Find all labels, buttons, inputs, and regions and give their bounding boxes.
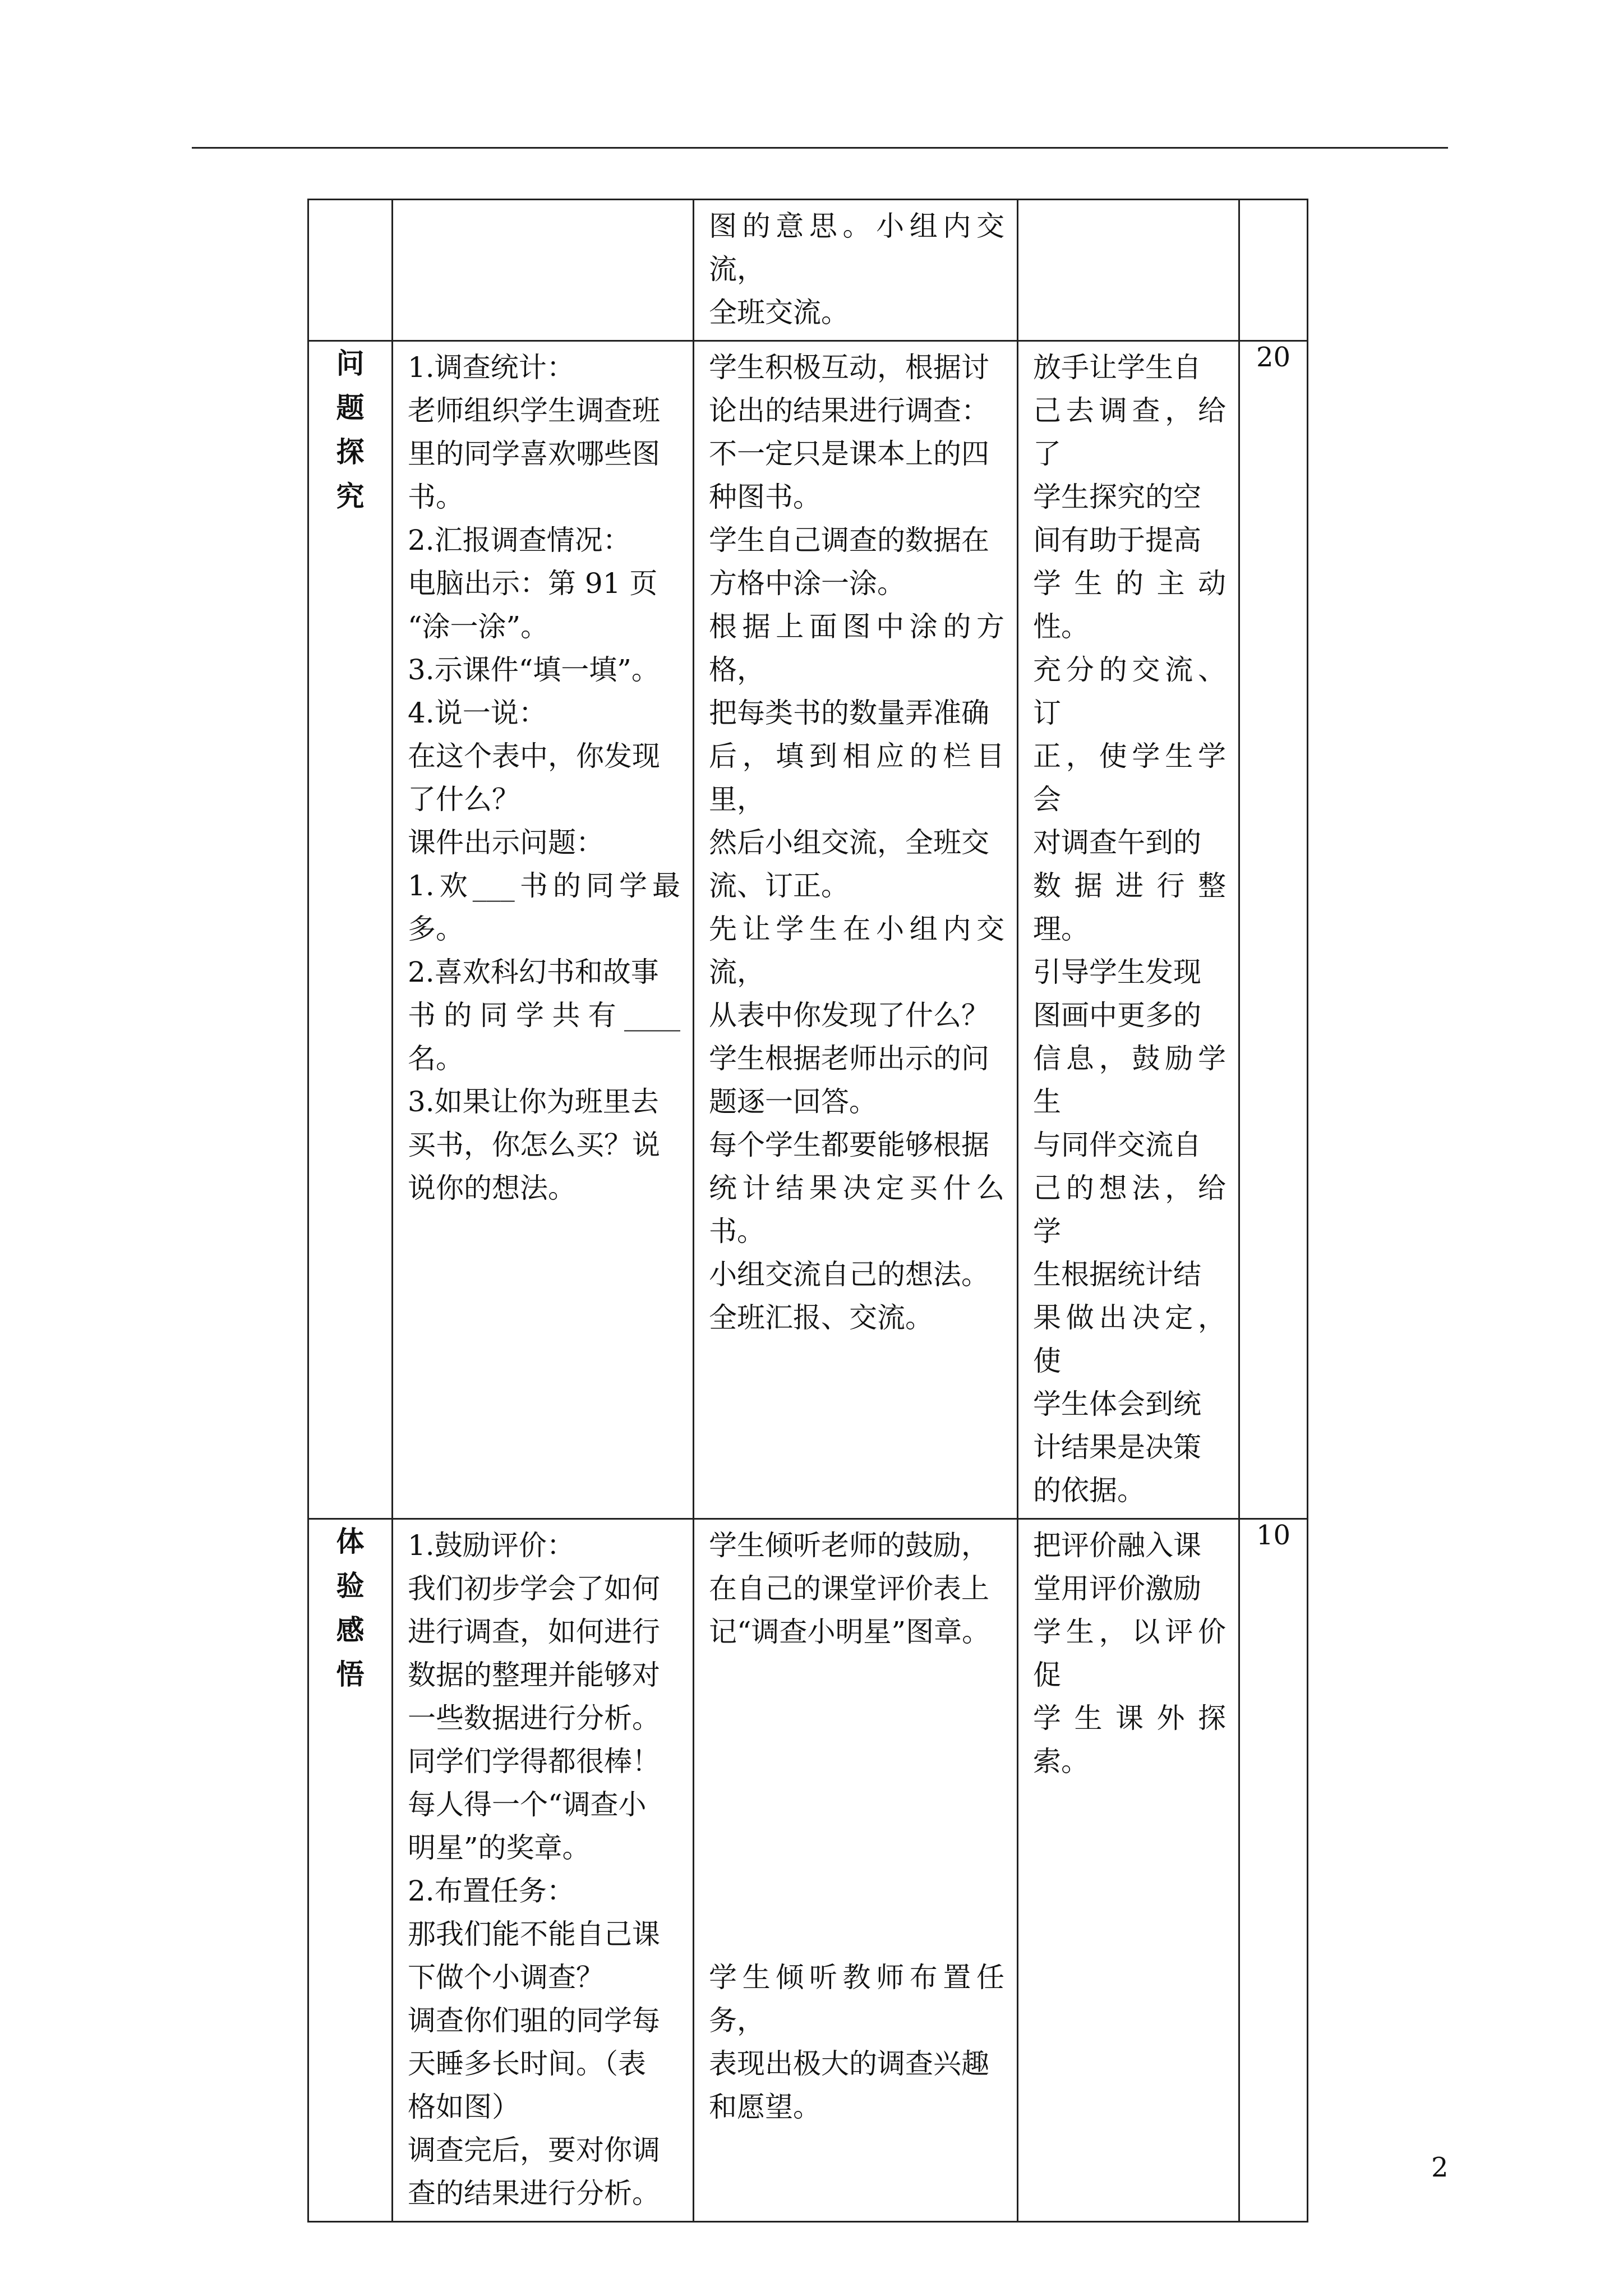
text-line: 表现出极大的调查兴趣 [709,2047,989,2080]
minutes-value: 20 [1256,342,1291,373]
text-line: 把每类书的数量弄准确 [709,697,989,729]
text-line: 放手让学生自 [1033,351,1201,384]
text-line: 己去调查，给了 [1033,394,1226,470]
text-line: 全班交流。 [709,296,849,329]
text-line [709,1740,1004,1783]
text-line: 在自己的课堂评价表上 [709,1572,989,1605]
text-line: 1.调查统计： [408,351,575,384]
text-line: 天睡多长时间。（表 [408,2047,646,2080]
text-line: 的依据。 [1033,1474,1145,1507]
teacher-activity-text [393,342,693,1216]
text-line: 学生倾听老师的鼓励， [709,1529,989,1562]
teacher-activity-cell [393,1519,694,2222]
text-line: 在这个表中，你发现 [408,740,660,772]
text-line: 充分的交流、订 [1033,654,1226,729]
student-activity-text [694,1520,1017,2134]
text-line: 正，使学生学会 [1033,740,1226,816]
text-line: 学生倾听教师布置任务， [709,1961,1004,2037]
text-line: 不一定只是课本上的四 [709,438,989,470]
text-line: 调查完后，要对你调 [408,2134,660,2166]
text-line: 2.喜欢科幻书和故事 [408,956,659,988]
student-activity-text [694,200,1017,340]
text-line: 调查你们驵的同学每 [408,2004,660,2037]
text-line: 3.示课件“填一填”。 [408,654,660,686]
text-line: 学生的主动性。 [1033,567,1226,643]
stage-cell [308,341,393,1519]
text-line: 老师组织学生调查班 [408,394,660,427]
text-line [709,1870,1004,1913]
teacher-activity-cell [393,200,694,341]
design-intent-cell [1018,200,1239,341]
text-line: 明星”的奖章。 [408,1832,591,1864]
text-line: 学生课外探索。 [1033,1702,1226,1778]
text-line: 了什么？ [408,783,520,816]
stage-label: 问题探究 [336,347,365,513]
text-line: 先让学生在小组内交流， [709,913,1004,988]
minutes-cell [1239,1519,1308,2222]
text-line: 2.汇报调查情况： [408,524,631,556]
text-line: 4.说一说： [408,697,547,729]
text-line: 书的同学共有____名。 [408,999,680,1075]
text-line: 引导学生发现 [1033,956,1201,988]
design-intent-cell [1018,1519,1239,2222]
text-line: 图的意思。小组内交流， [709,210,1004,286]
text-line: 数据的整理并能够对 [408,1659,660,1691]
stage-label: 体验感悟 [336,1525,365,1691]
text-line: 流、订正。 [709,869,849,902]
text-line: 2.布置任务： [408,1875,575,1907]
text-line: 与同伴交流自 [1033,1129,1201,1161]
text-line: 课件出示问题： [408,826,604,859]
page-number: 2 [1431,2152,1449,2183]
text-line: 1.欢___书的同学最多。 [408,869,680,945]
text-line: 和愿望。 [709,2091,821,2123]
text-line: 数据进行整理。 [1033,869,1226,945]
text-line: 每人得一个“调查小 [408,1788,647,1821]
text-line [709,1783,1004,1826]
text-line: “涂一涂”。 [408,610,549,643]
text-line: 图画中更多的 [1033,999,1201,1032]
text-line: 堂用评价激励 [1033,1572,1201,1605]
minutes-cell [1239,341,1308,1519]
text-line: 那我们能不能自己课 [408,1918,660,1950]
text-line: 学生根据老师出示的问 [709,1042,989,1075]
text-line: 格如图） [408,2091,520,2123]
text-line: 学生，以评价促 [1033,1616,1226,1691]
text-line: 下做个小调查？ [408,1961,604,1994]
text-line: 间有助于提高 [1033,524,1201,556]
text-line: 1.鼓励评价： [408,1529,575,1562]
text-line: 后，填到相应的栏目里， [709,740,1004,816]
text-line: 查的结果进行分析。 [408,2177,660,2210]
text-line: 题逐一回答。 [709,1085,877,1118]
text-line: 买书，你怎么买？说 [408,1129,660,1161]
text-line [709,1826,1004,1870]
text-line: 学生积极互动，根据讨 [709,351,989,384]
student-activity-cell [694,200,1018,341]
design-intent-cell [1018,341,1239,1519]
text-line: 种图书。 [709,481,821,513]
text-line: 计结果是决策 [1033,1431,1201,1464]
text-line: 同学们学得都很棒！ [408,1745,660,1778]
text-line: 果做出决定，使 [1033,1301,1226,1377]
text-line: 统计结果决定买什么书。 [709,1172,1004,1248]
teacher-activity-text [393,1520,693,2221]
text-line: 小组交流自己的想法。 [709,1258,989,1291]
text-line: 3.如果让你为班里去 [408,1085,659,1118]
stage-cell [308,1519,393,2222]
text-line [709,1654,1004,1697]
text-line: 全班汇报、交流。 [709,1301,933,1334]
lesson-plan-table [307,199,1308,2223]
table-row-problem-exploration [308,341,1308,1519]
text-line: 记“调查小明星”图章。 [709,1616,990,1648]
text-line: 进行调查，如何进行 [408,1616,660,1648]
text-line: 从表中你发现了什么？ [709,999,989,1032]
student-activity-cell [694,1519,1018,2222]
text-line: 然后小组交流，全班交 [709,826,989,859]
text-line: 我们初步学会了如何 [408,1572,660,1605]
text-line: 说你的想法。 [408,1172,576,1204]
text-line: 方格中涂一涂。 [709,567,905,600]
text-line: 对调查午到的 [1033,826,1201,859]
text-line: 电脑出示：第 91 页 [408,567,658,600]
text-line [709,1913,1004,1956]
table-row-experience-reflection [308,1519,1308,2222]
design-intent-text [1018,342,1238,1518]
minutes-cell [1239,200,1308,341]
text-line: 生根据统计结 [1033,1258,1201,1291]
minutes-value: 10 [1256,1520,1291,1551]
text-line: 学生体会到统 [1033,1388,1201,1420]
text-line: 每个学生都要能够根据 [709,1129,989,1161]
text-line: 信息，鼓励学生 [1033,1042,1226,1118]
student-activity-cell [694,341,1018,1519]
text-line: 学生探究的空 [1033,481,1201,513]
table-row-continuation [308,200,1308,341]
text-line: 学生自己调查的数据在 [709,524,989,556]
text-line: 根据上面图中涂的方格， [709,610,1004,686]
header-rule [192,147,1448,149]
text-line: 论出的结果进行调查： [709,394,989,427]
student-activity-text [694,342,1017,1345]
text-line: 里的同学喜欢哪些图 [408,438,660,470]
design-intent-text [1018,1520,1238,1789]
text-line: 一些数据进行分析。 [408,1702,660,1734]
text-line: 己的想法，给学 [1033,1172,1226,1248]
stage-cell [308,200,393,341]
text-line: 书。 [408,481,464,513]
text-line: 把评价融入课 [1033,1529,1201,1562]
teacher-activity-cell [393,341,694,1519]
text-line [709,1697,1004,1740]
